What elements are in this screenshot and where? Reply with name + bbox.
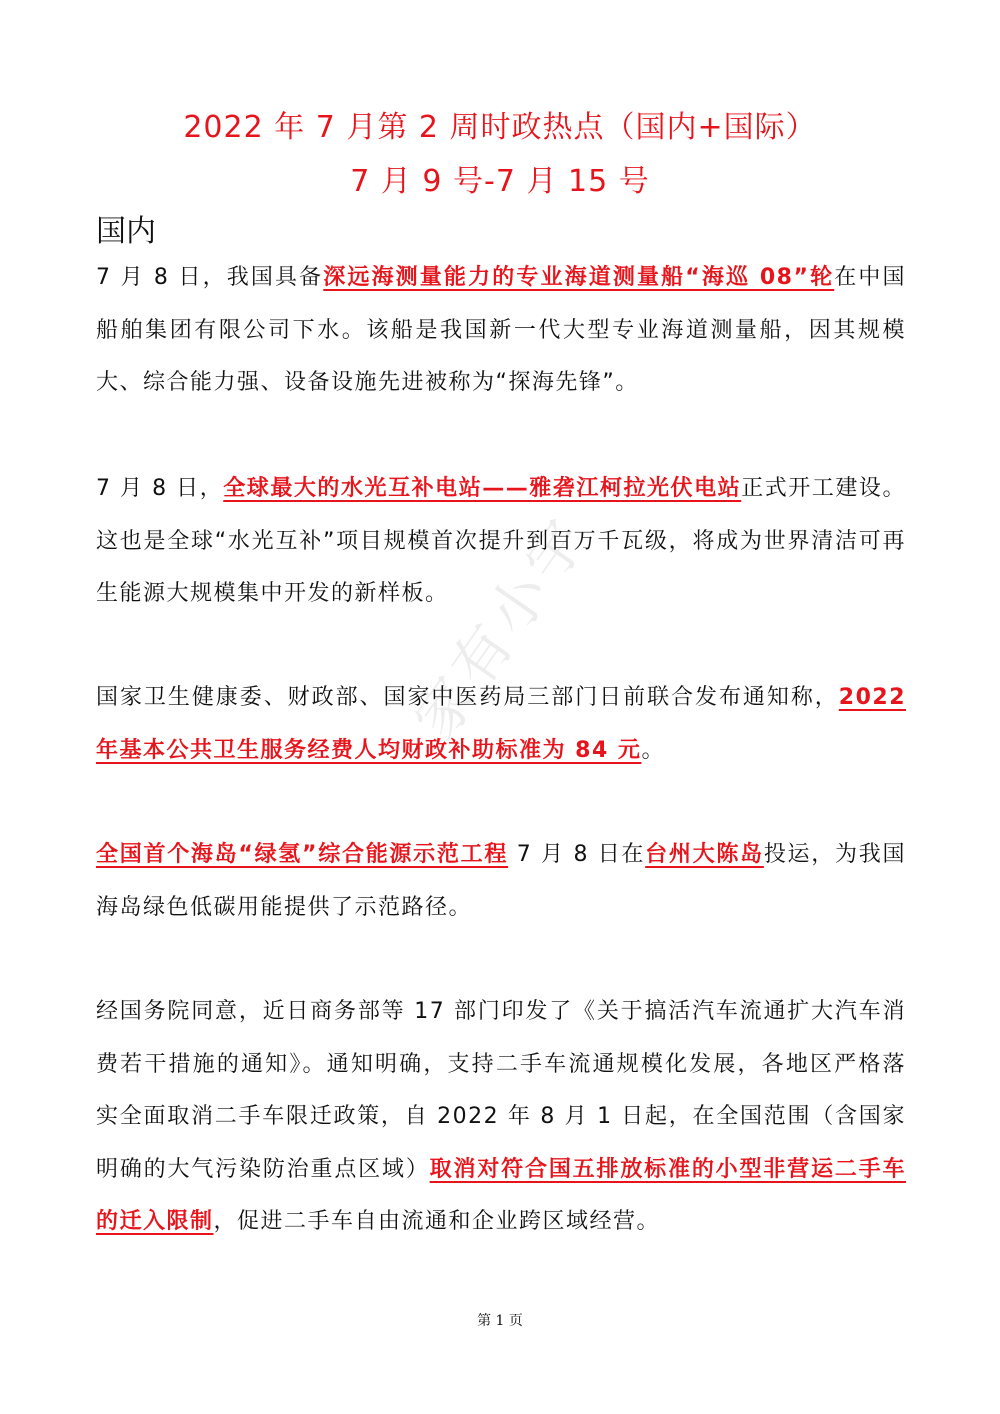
paragraph-text: 投运，为我国海岛绿色低碳用能提供了示范路径。 [96,842,906,920]
section-heading-domestic: 国内 [96,214,156,249]
paragraph-text: 。 [641,737,665,763]
paragraph-text: 国家卫生健康委、财政部、国家中医药局三部门日前联合发布通知称， [96,685,839,710]
news-paragraph [96,252,906,410]
news-paragraph [96,986,906,1249]
highlight-text: 取消对符合国五排放标准的小型非营运二手车的迁入限制 [96,1156,906,1234]
highlight-text: 台州大陈岛 [645,842,764,867]
highlight-text: 全球最大的水光互补电站——雅砻江柯拉光伏电站 [223,476,742,501]
paragraph-text: 经国务院同意，近日商务部等 17 部门印发了《关于搞活汽车流通扩大汽车消费若干措施的通知》。通知明确，支持二手车流通规模化发展，各地区严格落实全面取消二手车限迁政策，自 2022 年 8 月 1 日起，在全国范围（含国家明确的大气污染防治重点区域） [96,999,906,1182]
news-paragraph [96,829,906,934]
date-range-subtitle: 7 月 9 号-7 月 15 号 [350,164,650,199]
paragraph-text: 正式开工建设。这也是全球“水光互补”项目规模首次提升到百万千瓦级，将成为世界清洁可再生能源大规模集中开发的新样板。 [96,476,906,606]
page-number: 第 1 页 [477,1313,523,1329]
paragraph-text: 7 月 8 日，我国具备 [96,265,324,290]
paragraph-text: 7 月 8 日在 [508,842,646,867]
paragraph-text: 在中国船舶集团有限公司下水。该船是我国新一代大型专业海道测量船，因其规模大、综合能力强、设备设施先进被称为“探海先锋”。 [96,265,906,395]
paragraph-text: 7 月 8 日， [96,476,224,501]
highlight-text: 全国首个海岛“绿氢”综合能源示范工程 [96,842,509,867]
highlight-text: 2022 年基本公共卫生服务经费人均财政补助标准为 84 元 [96,685,906,763]
watermark: 家有小宇 [400,502,604,752]
page-title: 2022 年 7 月第 2 周时政热点（国内+国际） [183,110,817,145]
paragraph-text: ，促进二手车自由流通和企业跨区域经营。 [213,1209,661,1234]
highlight-text: 深远海测量能力的专业海道测量船“海巡 08”轮 [323,265,835,290]
